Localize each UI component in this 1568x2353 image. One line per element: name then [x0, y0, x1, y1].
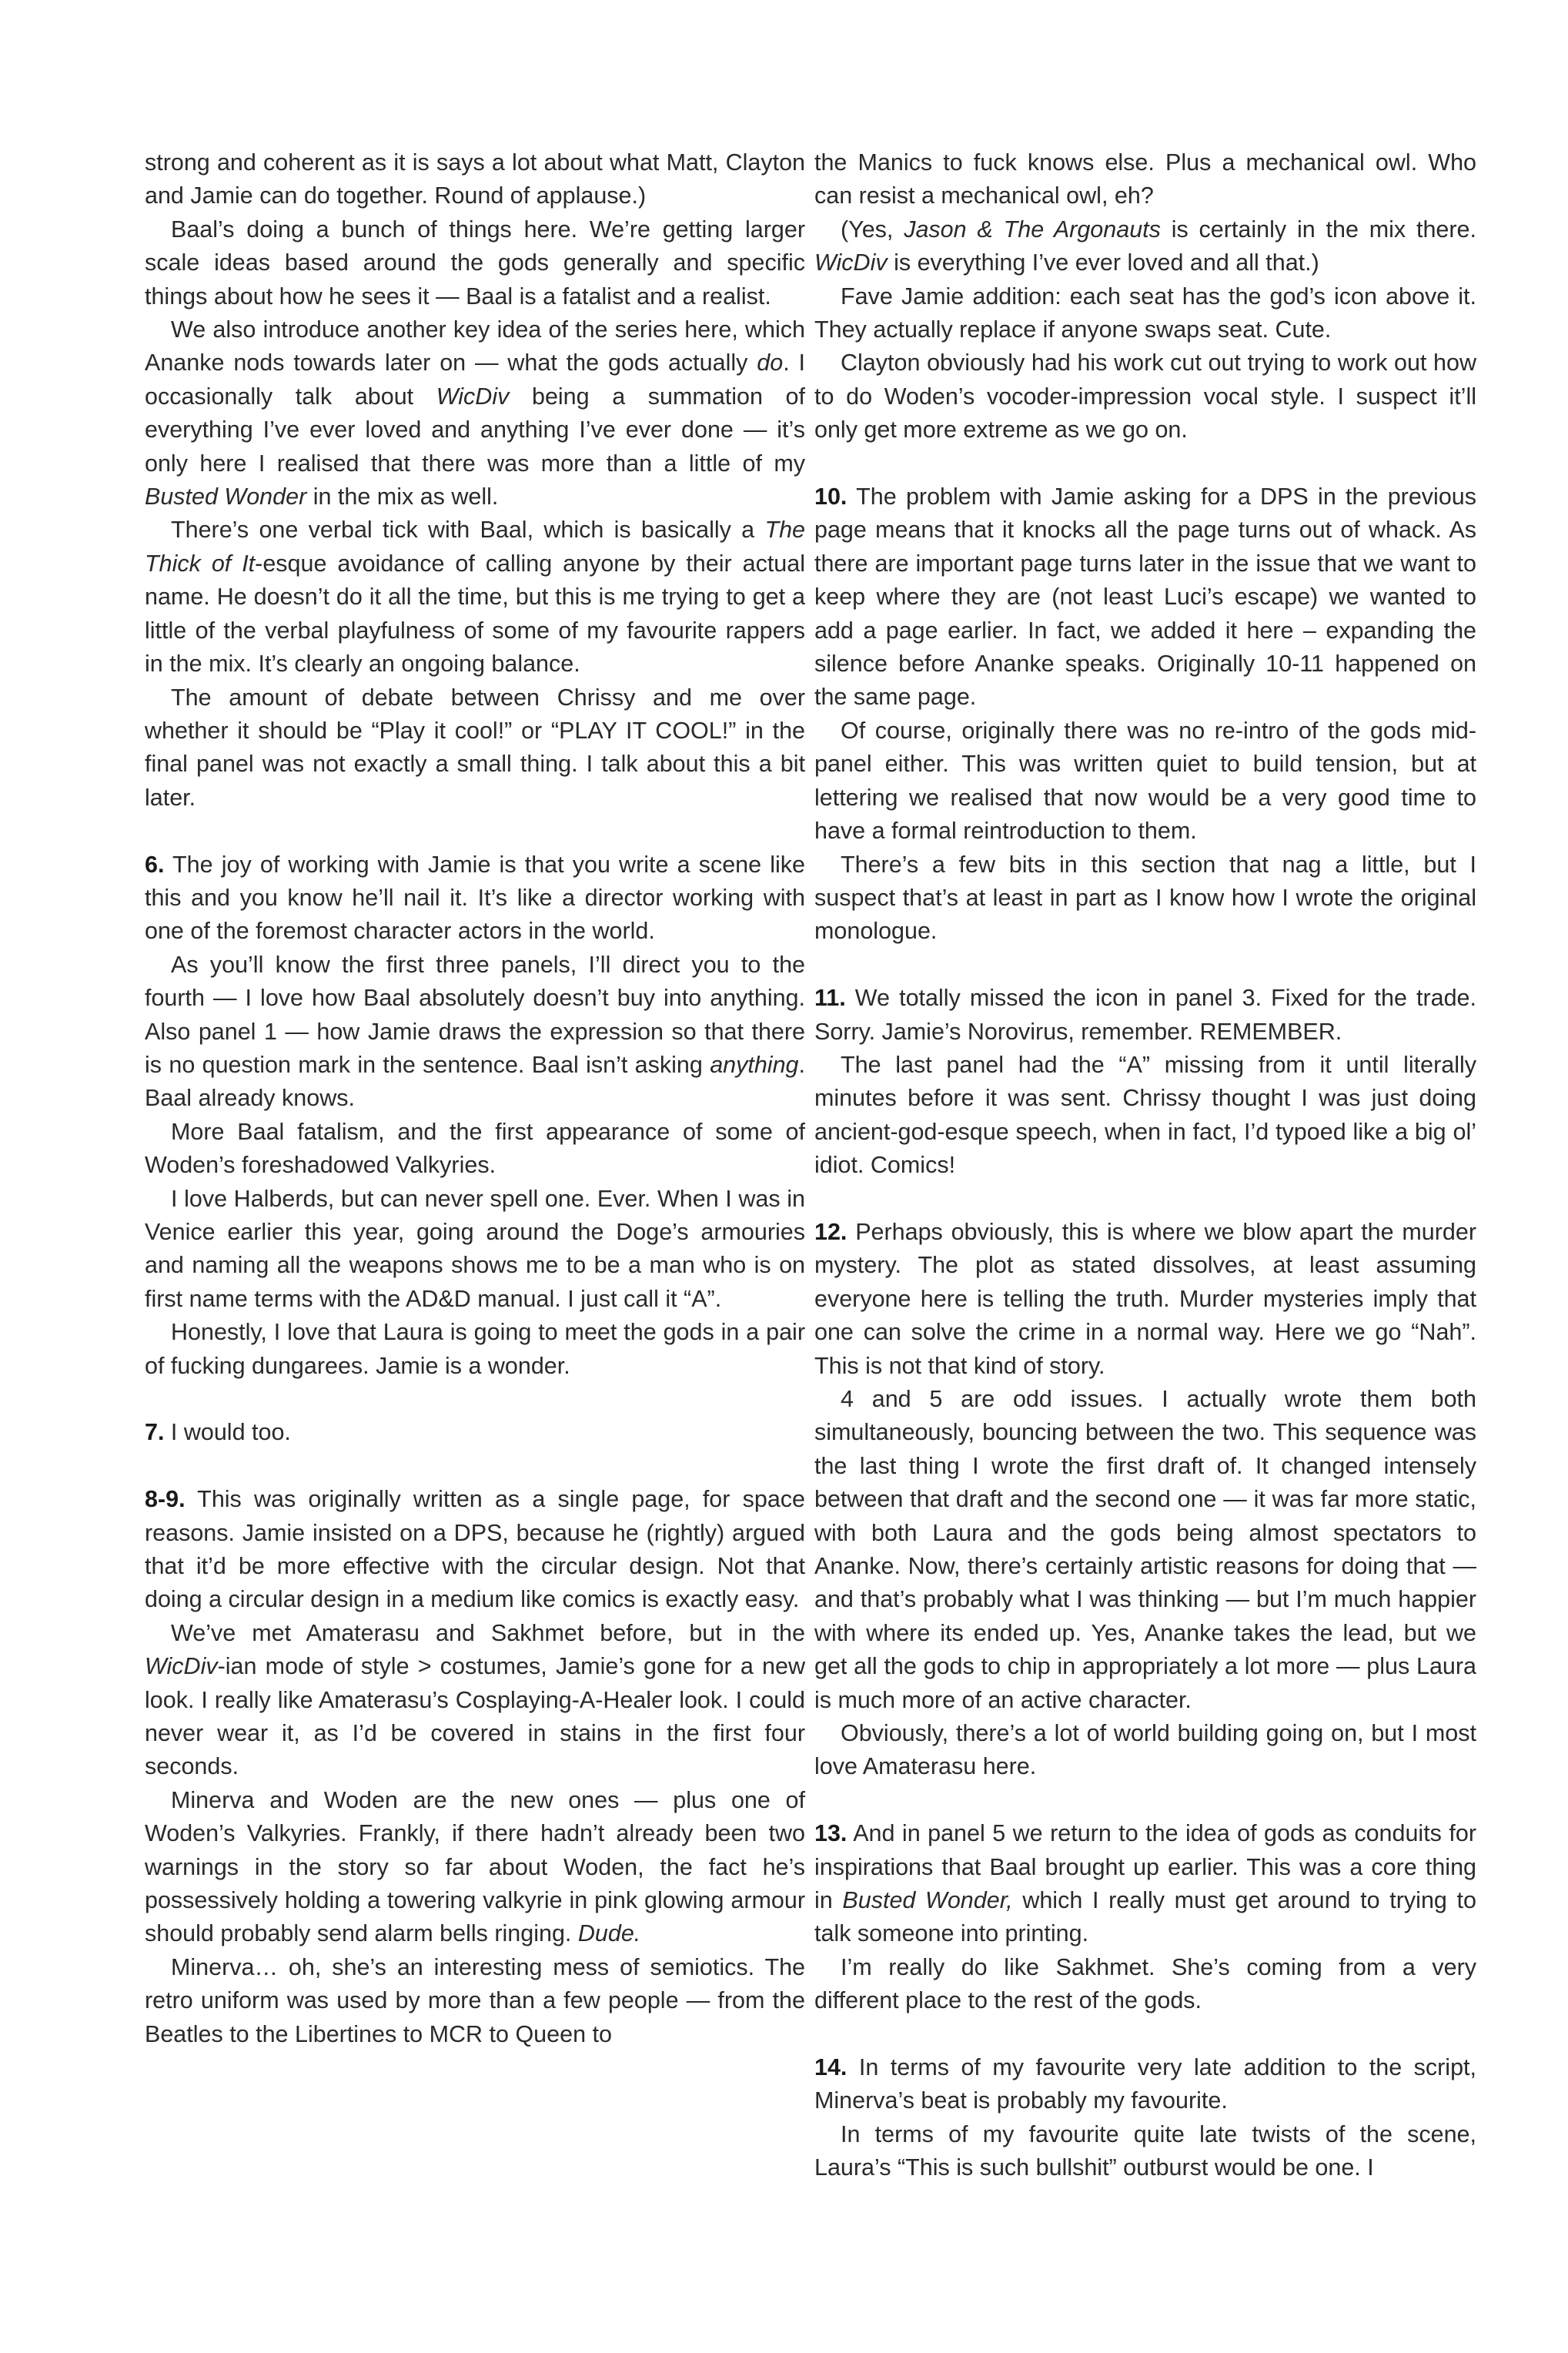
body-paragraph: [145, 1784, 805, 1951]
text-run: -ian mode of style > costumes, Jamie’s gone for a new look. I really like Amaterasu’s Cosplaying-A-Healer look. I could never wear it, as I’d be covered in stains in the first four seconds.: [145, 1653, 805, 1780]
text-run: More Baal fatalism, and the first appearance of some of Woden’s foreshadowed Valkyries.: [145, 1118, 805, 1179]
text-run: Perhaps obviously, this is where we blow apart the murder mystery. The plot as stated dissolves, at least assuming everyone here is telling the truth. Murder mysteries imply that one can solve the crime in a normal way. Here we go “Nah”. This is not that kind of story.: [814, 1218, 1476, 1379]
numbered-note-paragraph: [814, 1817, 1476, 1951]
text-run: . Baal already knows.: [145, 1051, 805, 1112]
text-run: There’s one verbal tick with Baal, which is basically a: [171, 517, 765, 544]
text-run: (Yes,: [841, 216, 904, 243]
text-run: Fave Jamie addition: each seat has the god’s icon above it. They actually replace if anyone swaps seat. Cute.: [814, 283, 1476, 343]
text-run: In terms of my favourite quite late twists of the scene, Laura’s “This is such bullshit” outburst would be one. I: [814, 2120, 1476, 2181]
body-paragraph: [145, 313, 805, 514]
text-run: is certainly in the mix there.: [1160, 216, 1476, 243]
text-run: Minerva… oh, she’s an interesting mess of semiotics. The retro uniform was used by more than a few people — from the Beatles to the Libertines to MCR to Queen to: [145, 1953, 805, 2047]
italic-text: Jason & The Argonauts: [904, 216, 1161, 243]
body-paragraph: [145, 1316, 805, 1383]
numbered-note-paragraph: [814, 480, 1476, 715]
text-run: As you’ll know the first three panels, I’ll direct you to the fourth — I love how Baal absolutely doesn’t buy into anything. Also panel 1 — how Jamie draws the expression so that there is no question mark in the sentence. Baal isn’t asking: [145, 951, 805, 1078]
numbered-note-paragraph: [814, 2051, 1476, 2118]
body-paragraph: [145, 146, 805, 213]
note-number: 7.: [145, 1419, 165, 1446]
body-paragraph: [814, 146, 1476, 213]
text-run: I love Halberds, but can never spell one. Ever. When I was in Venice earlier this year, going around the Doge’s armouries and naming all the weapons shows me to be a man who is on first name terms with the AD&D manual. I just call it “A”.: [145, 1185, 805, 1312]
body-paragraph: [145, 514, 805, 681]
text-run: is everything I’ve ever loved and all that.): [887, 249, 1319, 276]
note-number: 6.: [145, 851, 165, 878]
note-number: 14.: [814, 2054, 848, 2081]
text-run: Of course, originally there was no re-intro of the gods mid-panel either. This was written quiet to build tension, but at lettering we realised that now would be a very good time to have a formal reintroduction to them.: [814, 717, 1476, 845]
italic-text: do: [757, 350, 784, 377]
text-run: In terms of my favourite very late addition to the script, Minerva’s beat is probably my favourite.: [814, 2054, 1476, 2114]
body-paragraph: [145, 1617, 805, 1784]
body-paragraph: [145, 1951, 805, 2051]
text-run: The problem with Jamie asking for a DPS in the previous page means that it knocks all the page turns out of whack. As there are important page turns later in the issue that we want to keep where they are (not least Luci’s escape) we wanted to add a page earlier. In fact, we added it here – expanding the silence before Ananke speaks. Originally 10-11 happened on the same page.: [814, 484, 1476, 711]
body-paragraph: [814, 1049, 1476, 1183]
text-run: in the mix as well.: [306, 484, 499, 510]
italic-text: WicDiv: [145, 1653, 218, 1680]
text-run: Honestly, I love that Laura is going to meet the gods in a pair of fucking dungarees. Jamie is a wonder.: [145, 1319, 805, 1379]
body-paragraph: [814, 2118, 1476, 2185]
numbered-note-paragraph: [145, 1483, 805, 1617]
italic-text: The Thick of It: [145, 517, 805, 577]
text-run: We totally missed the icon in panel 3. Fixed for the trade. Sorry. Jamie’s Norovirus, remember. REMEMBER.: [814, 985, 1476, 1045]
italic-text: Dude.: [577, 1920, 641, 1947]
text-run: Clayton obviously had his work cut out trying to work out how to do Woden’s vocoder-impression vocal style. I suspect it’ll only get more extreme as we go on.: [814, 350, 1476, 443]
text-run: which I really must get around to trying to talk someone into printing.: [814, 1887, 1476, 1947]
text-run: This was originally written as a single page, for space reasons. Jamie insisted on a DPS, because he (rightly) argued that it’d be more effective with the circular design. Not that doing a circular design in a medium like comics is exactly easy.: [145, 1486, 805, 1613]
text-run: I’m really do like Sakhmet. She’s coming from a very different place to the rest of the gods.: [814, 1953, 1476, 2014]
italic-text: WicDiv: [436, 383, 510, 410]
numbered-note-paragraph: [145, 848, 805, 949]
text-run: strong and coherent as it is says a lot about what Matt, Clayton and Jamie can do together. Round of applause.): [145, 149, 805, 209]
text-run: . I occasionally talk about: [145, 350, 806, 410]
text-run: We also introduce another key idea of the series here, which Ananke nods towards later on — what the gods actually: [145, 316, 805, 377]
numbered-note-paragraph: [814, 1216, 1476, 1383]
text-run: being a summation of everything I’ve ever loved and anything I’ve ever done — it’s only here I realised that there was more than a little of my: [145, 383, 805, 477]
text-run: We’ve met Amaterasu and Sakhmet before, but in the: [171, 1619, 805, 1646]
body-paragraph: [814, 1951, 1476, 2018]
italic-text: WicDiv: [814, 249, 888, 276]
italic-text: Busted Wonder,: [842, 1887, 1013, 1914]
right-text-column: [814, 146, 1476, 2185]
text-run: -esque avoidance of calling anyone by their actual name. He doesn’t do it all the time, but this is me trying to get a little of the verbal playfulness of some of my favourite rappers in the mix. It’s clearly an ongoing balance.: [145, 550, 805, 678]
italic-text: anything: [710, 1051, 799, 1078]
text-run: The amount of debate between Chrissy and me over whether it should be “Play it cool!” or “PLAY IT COOL!” in the final panel was not exactly a small thing. I talk about this a bit later.: [145, 684, 805, 811]
body-paragraph: [814, 1383, 1476, 1717]
body-paragraph: [814, 1717, 1476, 1784]
text-run: The last panel had the “A” missing from it until literally minutes before it was sent. Chrissy thought I was just doing ancient-god-esque speech, when in fact, I’d typoed like a big ol’ idiot. Comics!: [814, 1051, 1476, 1179]
text-run: I would too.: [164, 1419, 291, 1446]
text-run: And in panel 5 we return to the idea of gods as conduits for inspirations that Baal brought up earlier. This was a core thing in: [814, 1820, 1476, 1914]
note-number: 8-9.: [145, 1486, 186, 1513]
body-paragraph: [814, 346, 1476, 447]
text-run: 4 and 5 are odd issues. I actually wrote them both simultaneously, bouncing between the two. This sequence was the last thing I wrote the first draft of. It changed intensely between that draft and the second one — it was far more static, with both Laura and the gods being almost spectators to Ananke. Now, there’s certainly artistic reasons for doing that — and that’s probably what I was thinking — but I’m much happier with where its ended up. Yes, Ananke takes the lead, but we get all the gods to chip in appropriately a lot more — plus Laura is much more of an active character.: [814, 1385, 1476, 1713]
note-number: 12.: [814, 1218, 848, 1245]
body-paragraph: [145, 1183, 805, 1317]
body-paragraph: [814, 715, 1476, 848]
body-paragraph: [145, 1116, 805, 1183]
body-paragraph: [814, 848, 1476, 949]
note-number: 11.: [814, 985, 846, 1012]
numbered-note-paragraph: [145, 1416, 805, 1449]
italic-text: Busted Wonder: [145, 484, 307, 510]
numbered-note-paragraph: [814, 982, 1476, 1049]
note-number: 13.: [814, 1820, 848, 1847]
body-paragraph: [145, 681, 805, 815]
left-text-column: [145, 146, 805, 2051]
note-number: 10.: [814, 484, 848, 510]
text-run: Baal’s doing a bunch of things here. We’re getting larger scale ideas based around the gods generally and specific things about how he sees it — Baal is a fatalist and a realist.: [145, 216, 805, 310]
text-run: There’s a few bits in this section that nag a little, but I suspect that’s at least in part as I know how I wrote the original monologue.: [814, 851, 1476, 945]
text-run: Obviously, there’s a lot of world building going on, but I most love Amaterasu here.: [814, 1720, 1476, 1780]
text-run: Minerva and Woden are the new ones — plus one of Woden’s Valkyries. Frankly, if there hadn’t already been two warnings in the story so far about Woden, the fact he’s possessively holding a towering valkyrie in pink glowing armour should probably send alarm bells ringing.: [145, 1786, 805, 1947]
body-paragraph: [814, 280, 1476, 347]
text-run: The joy of working with Jamie is that you write a scene like this and you know he’ll nail it. It’s like a director working with one of the foremost character actors in the world.: [145, 851, 805, 945]
text-run: the Manics to fuck knows else. Plus a mechanical owl. Who can resist a mechanical owl, eh?: [814, 149, 1476, 209]
body-paragraph: [145, 949, 805, 1116]
body-paragraph: [145, 213, 805, 313]
body-paragraph: [814, 213, 1476, 280]
